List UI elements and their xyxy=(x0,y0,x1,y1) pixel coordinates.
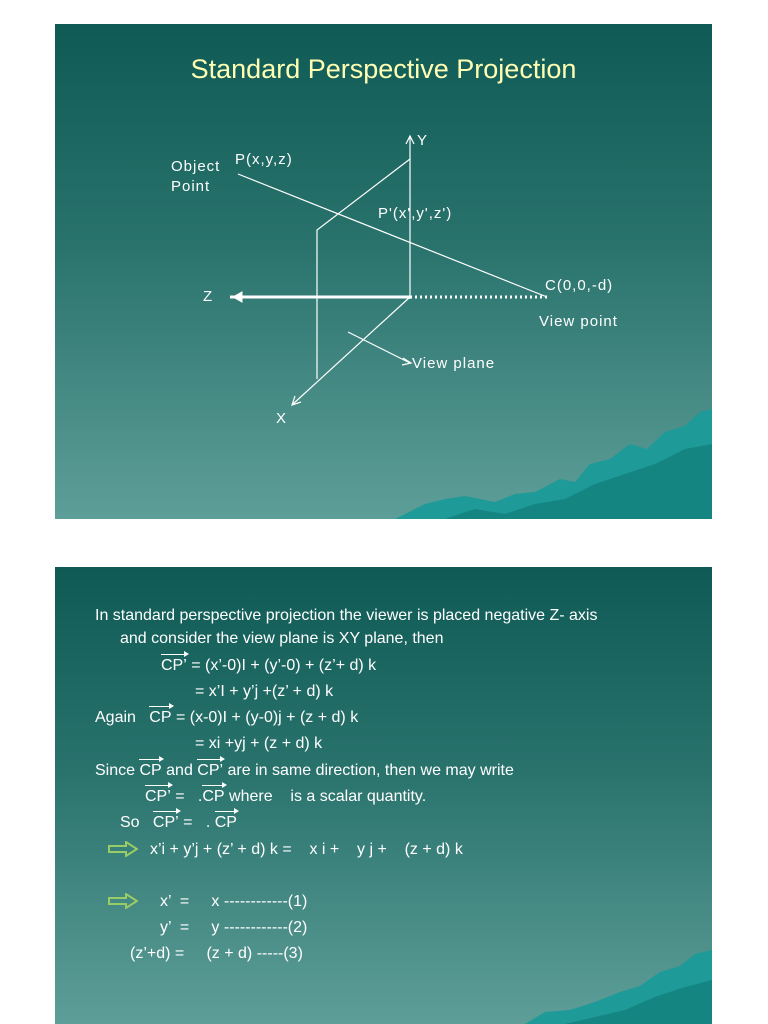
view-plane-label: View plane xyxy=(412,355,496,372)
y-axis-label: Y xyxy=(417,132,429,149)
rock-decoration xyxy=(525,942,712,1024)
view-plane-edge xyxy=(317,159,410,379)
x-axis-label: X xyxy=(276,410,288,427)
object-point-label-2: Point xyxy=(171,178,211,195)
z-axis-label: Z xyxy=(203,288,214,305)
projector-line xyxy=(238,174,547,297)
implies-arrow-icon xyxy=(108,841,138,857)
c-point-label: C(0,0,-d) xyxy=(545,277,614,294)
result-2: y’ = y ------------(2) xyxy=(160,919,308,936)
cp-vector: CP xyxy=(149,709,172,726)
object-point-label-1: Object xyxy=(171,158,221,175)
p-prime-label: P'(x',y',z') xyxy=(378,205,453,222)
view-point-label: View point xyxy=(539,313,618,330)
equation-2: = x’I + y’j +(z’ + d) k xyxy=(195,683,334,700)
since-line: Since CP and CP’ are in same direction, then we may write xyxy=(95,762,514,779)
equation-3: Again CP = (x-0)I + (y-0)j + (z + d) k xyxy=(95,709,359,726)
slide-2 xyxy=(55,567,712,1024)
so-line: So CP’ = . CP xyxy=(120,814,237,831)
implies-equation: x’i + y’j + (z’ + d) k = x i + y j + (z + d) k xyxy=(150,841,463,858)
x-axis xyxy=(293,297,410,404)
implies-arrow-icon xyxy=(108,893,138,909)
cp-prime-vector: CP’ xyxy=(161,657,187,674)
intro-line-1: In standard perspective projection the viewer is placed negative Z- axis xyxy=(95,607,598,624)
result-1: x’ = x ------------(1) xyxy=(160,893,308,910)
intro-line-2: and consider the view plane is XY plane, then xyxy=(120,630,444,647)
z-axis-arrow xyxy=(233,292,242,302)
equation-4: = xi +yj + (z + d) k xyxy=(195,735,323,752)
equation-1: CP’ = (x’-0)I + (y’-0) + (z’+ d) k xyxy=(161,657,377,674)
slide-1 xyxy=(55,24,712,519)
slide-title: Standard Perspective Projection xyxy=(190,54,577,84)
result-3: (z’+d) = (z + d) -----(3) xyxy=(130,945,303,962)
lambda-line: CP’ = .CP where is a scalar quantity. xyxy=(145,788,427,805)
p-point-label: P(x,y,z) xyxy=(235,151,293,168)
rock-decoration xyxy=(385,404,712,519)
view-plane-pointer xyxy=(348,332,410,363)
